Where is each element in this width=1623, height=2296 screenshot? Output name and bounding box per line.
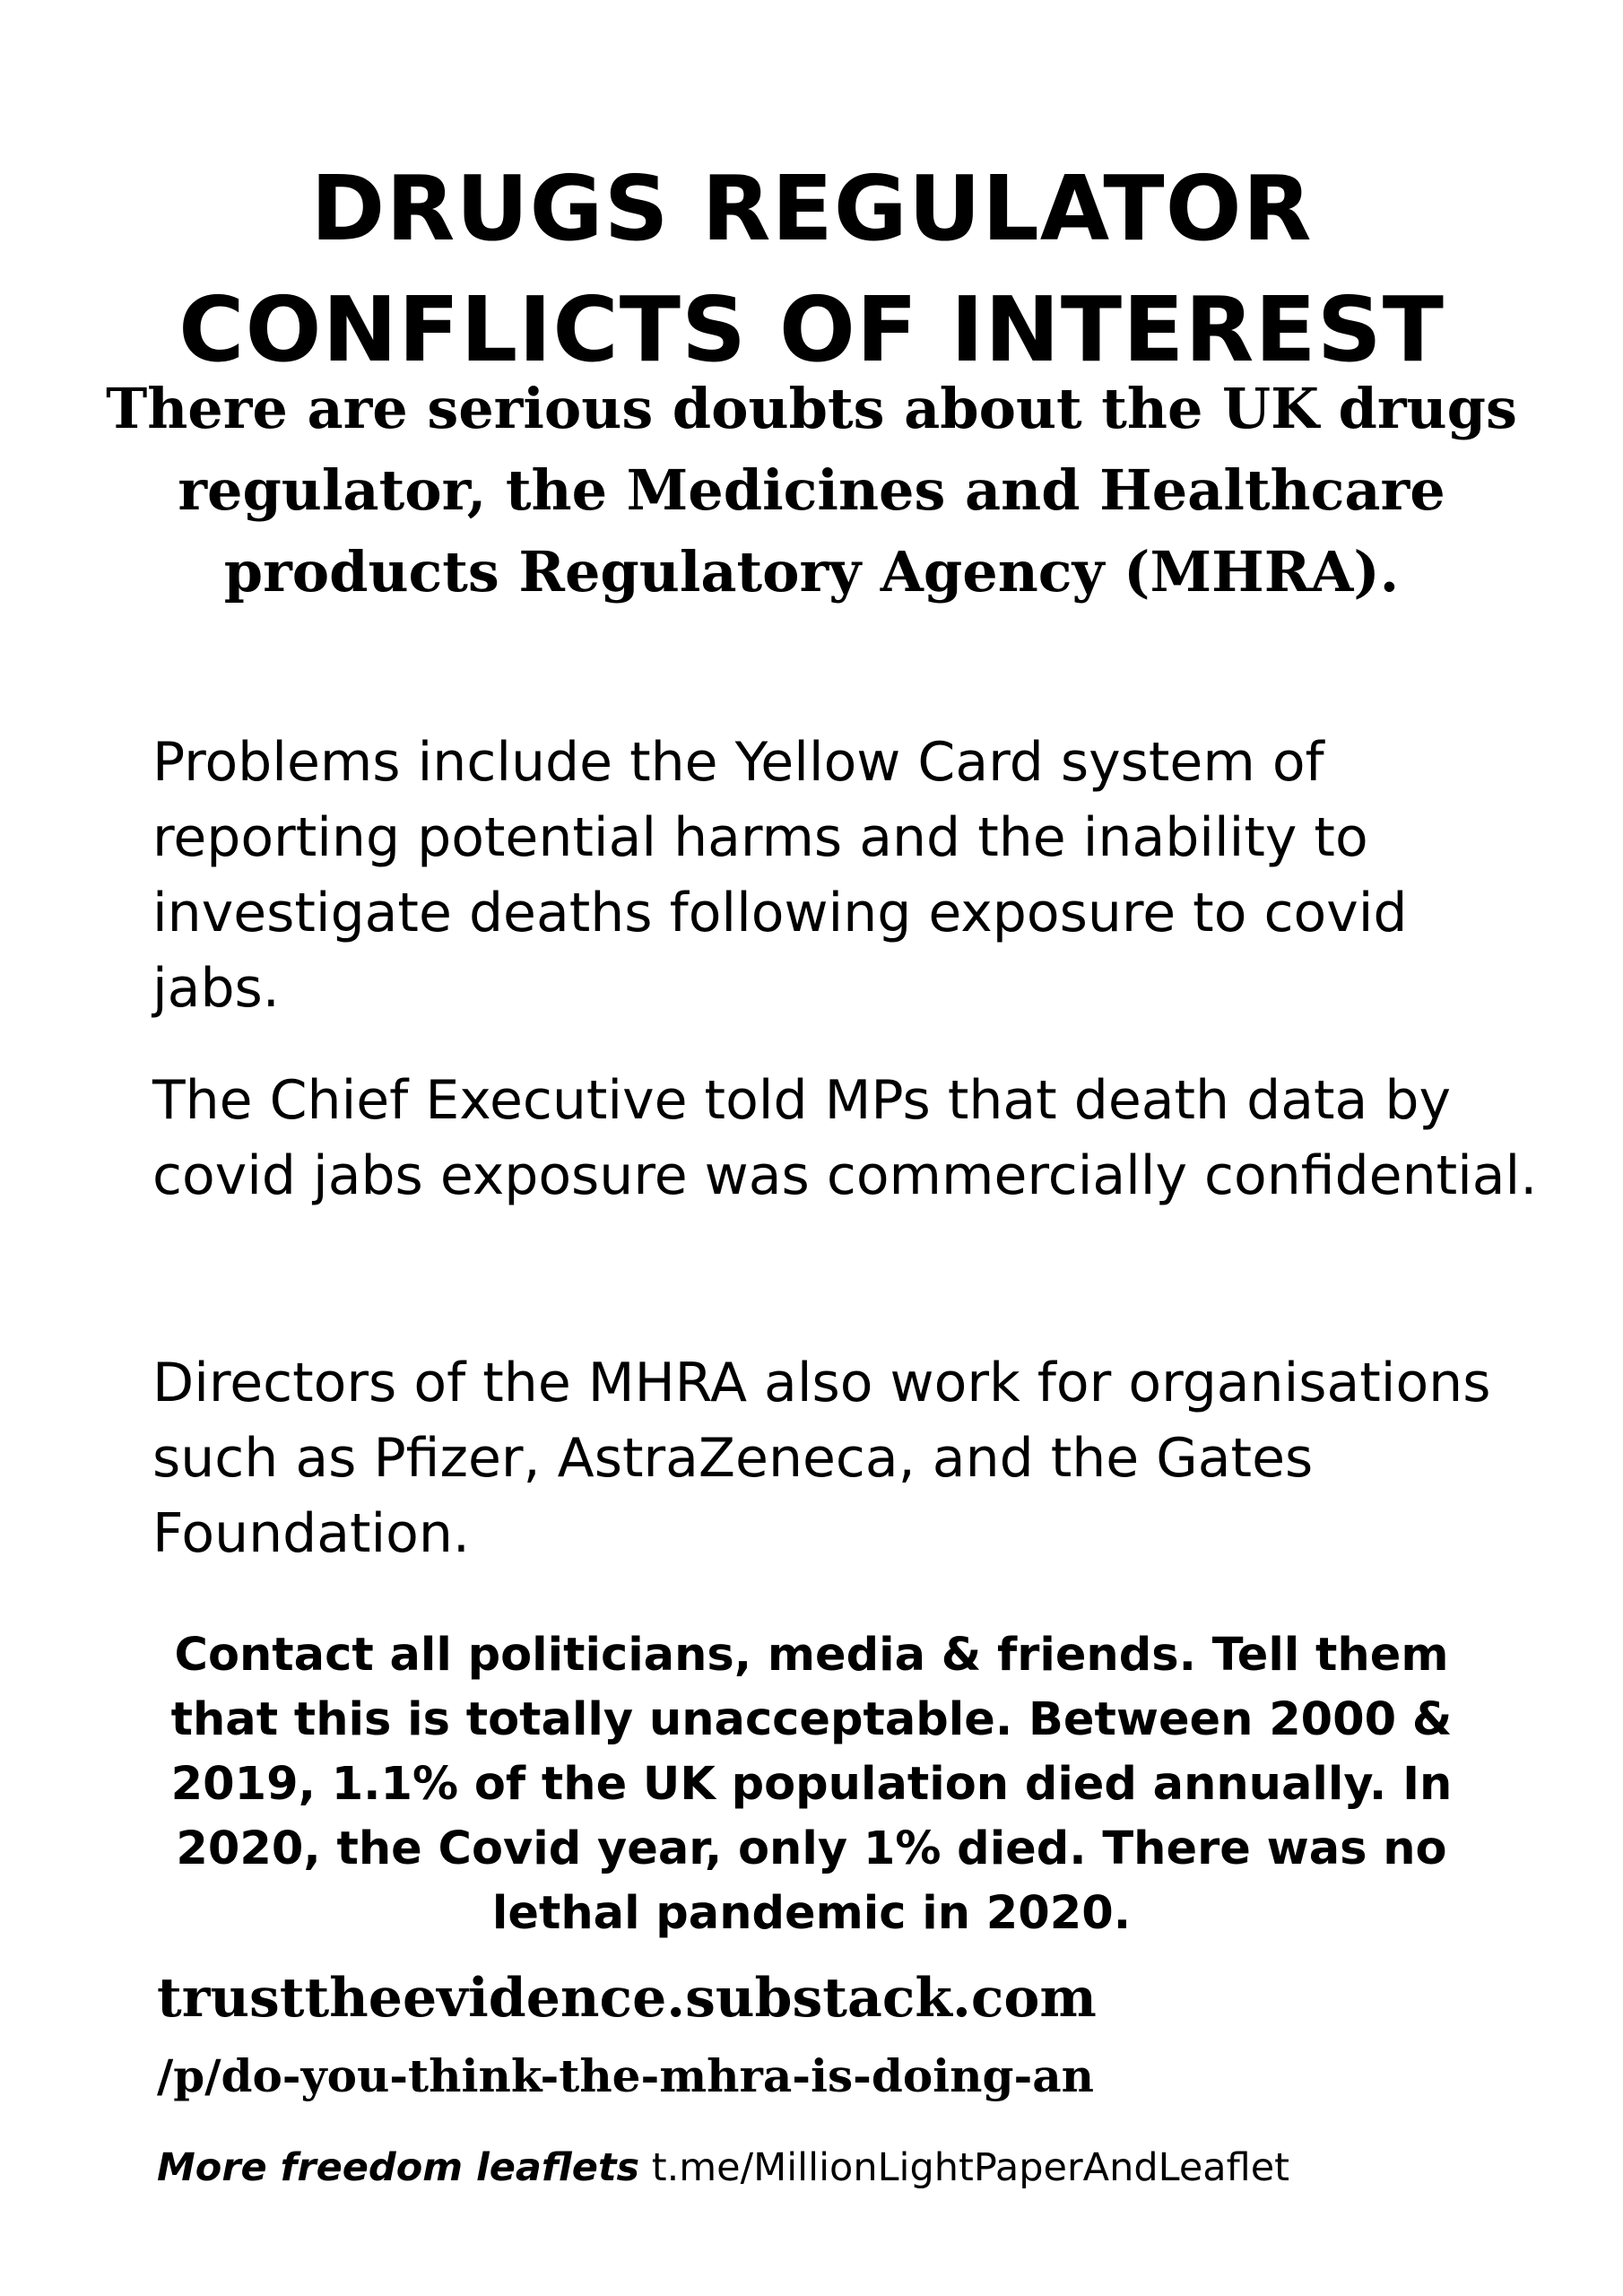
- headline-line-2: CONFLICTS OF INTEREST: [178, 277, 1445, 382]
- paragraph-chief-executive: The Chief Executive told MPs that death data by covid jabs exposure was commercially confidential.: [152, 1069, 1538, 1207]
- footer-lead-text: More freedom leaflets: [157, 2145, 640, 2190]
- intro-paragraph: There are serious doubts about the UK drugs regulator, the Medicines and Healthcare products Regulatory Agency (MHRA).: [106, 376, 1517, 604]
- headline-line-1: DRUGS REGULATOR: [310, 156, 1313, 261]
- call-to-action: Contact all politicians, media & friends. Tell them that this is totally unacceptable. Between 2000 & 2019, 1.1% of the UK population died annually. In 2020, the Covid year, only 1% died. There was no lethal pandemic in 2020.: [170, 1629, 1453, 1940]
- source-link-domain: trusttheevidence.substack.com: [157, 1967, 1097, 2030]
- footer: [157, 2136, 1289, 2199]
- paragraph-directors: Directors of the MHRA also work for organisations such as Pfizer, AstraZeneca, and the Gates Foundation.: [152, 1352, 1491, 1565]
- paragraph-yellow-card: Problems include the Yellow Card system of reporting potential harms and the inability to investigate deaths following exposure to covid jabs.: [152, 731, 1408, 1020]
- source-link-path: /p/do-you-think-the-mhra-is-doing-an: [157, 2049, 1094, 2102]
- footer-telegram-url: t.me/MillionLightPaperAndLeaflet: [651, 2145, 1290, 2190]
